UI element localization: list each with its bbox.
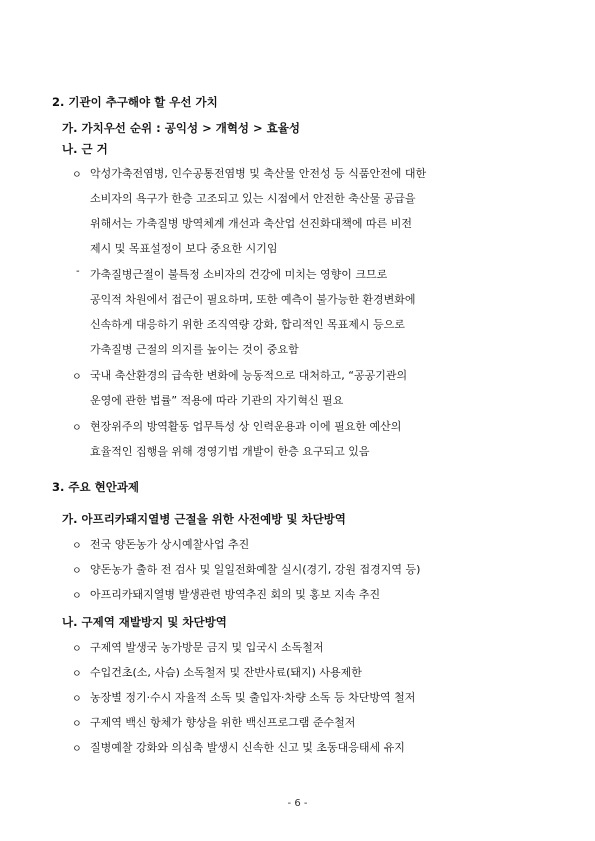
body-line: 효율적인 집행을 위해 경영기법 개발이 한층 요구되고 있음 xyxy=(90,445,370,458)
list-item: 질병예찰 강화와 의심축 발생시 신속한 신고 및 초동대응태세 유지 xyxy=(90,741,405,754)
body-line: 국내 축산환경의 급속한 변화에 능동적으로 대처하고, “공공기관의 xyxy=(90,369,408,382)
body-line: 신속하게 대응하기 위한 조직역량 강화, 합리적인 목표제시 등으로 xyxy=(90,318,405,331)
body-line: 제시 및 목표설정이 보다 중요한 시기임 xyxy=(90,242,278,255)
list-item: 전국 양돈농가 상시예찰사업 추진 xyxy=(90,538,250,551)
page-number: - 6 - xyxy=(287,798,308,809)
body-line: 운영에 관한 법률” 적용에 따라 기관의 자기혁신 필요 xyxy=(90,394,344,407)
bullet-marker: ㅇ xyxy=(72,744,82,755)
section-2-subheading-b: 나. 근 거 xyxy=(62,142,108,156)
list-item: 양돈농가 출하 전 검사 및 일일전화예찰 실시(경기, 강원 접경지역 등) xyxy=(90,563,421,576)
bullet-marker: ㅇ xyxy=(72,669,82,680)
section-2-subheading-a: 가. 가치우선 순위 : 공익성 > 개혁성 > 효율성 xyxy=(62,121,301,135)
bullet-marker: ㅇ xyxy=(72,719,82,730)
bullet-marker: ㅇ xyxy=(72,423,82,434)
bullet-marker: ㅇ xyxy=(72,170,82,181)
list-item: 아프리카돼지열병 발생관련 방역추진 회의 및 홍보 지속 추진 xyxy=(90,588,381,601)
section-2-title: 2. 기관이 추구해야 할 우선 가치 xyxy=(52,95,218,109)
body-line: 가축질병 근절의 의지를 높이는 것이 중요함 xyxy=(90,343,299,356)
section-3-title: 3. 주요 현안과제 xyxy=(52,480,140,494)
body-line: 악성가축전염병, 인수공통전염병 및 축산물 안전성 등 식품안전에 대한 xyxy=(90,167,427,180)
bullet-marker: ㅇ xyxy=(72,644,82,655)
list-item: 구제역 발생국 농가방문 금지 및 입국시 소독철저 xyxy=(90,641,324,654)
body-line: 현장위주의 방역활동 업무특성 상 인력운용과 이에 필요한 예산의 xyxy=(90,420,402,433)
list-item: 농장별 정기·수시 자율적 소독 및 출입자·차량 소독 등 차단방역 철저 xyxy=(90,691,416,704)
bullet-marker: ㅇ xyxy=(72,694,82,705)
bullet-marker: ㅇ xyxy=(72,591,82,602)
bullet-marker: ㅇ xyxy=(72,372,82,383)
bullet-marker: ㅇ xyxy=(72,566,82,577)
body-line: 가축질병근절이 불특정 소비자의 건강에 미치는 영향이 크므로 xyxy=(90,268,388,281)
dash-marker: - xyxy=(76,266,80,277)
body-line: 공익적 차원에서 접근이 필요하며, 또한 예측이 불가능한 환경변화에 xyxy=(90,293,416,306)
bullet-marker: ㅇ xyxy=(72,541,82,552)
list-item: 구제역 백신 항체가 향상을 위한 백신프로그램 준수철저 xyxy=(90,716,356,729)
section-3-subheading-a: 가. 아프리카돼지열병 근절을 위한 사전예방 및 차단방역 xyxy=(62,512,346,526)
body-line: 위해서는 가축질병 방역체계 개선과 축산업 선진화대책에 따른 비전 xyxy=(90,217,413,230)
list-item: 수입건초(소, 사슴) 소독철저 및 잔반사료(돼지) 사용제한 xyxy=(90,666,362,679)
body-line: 소비자의 욕구가 한층 고조되고 있는 시점에서 안전한 축산물 공급을 xyxy=(90,192,416,205)
section-3-subheading-b: 나. 구제역 재발방지 및 차단방역 xyxy=(62,615,227,629)
